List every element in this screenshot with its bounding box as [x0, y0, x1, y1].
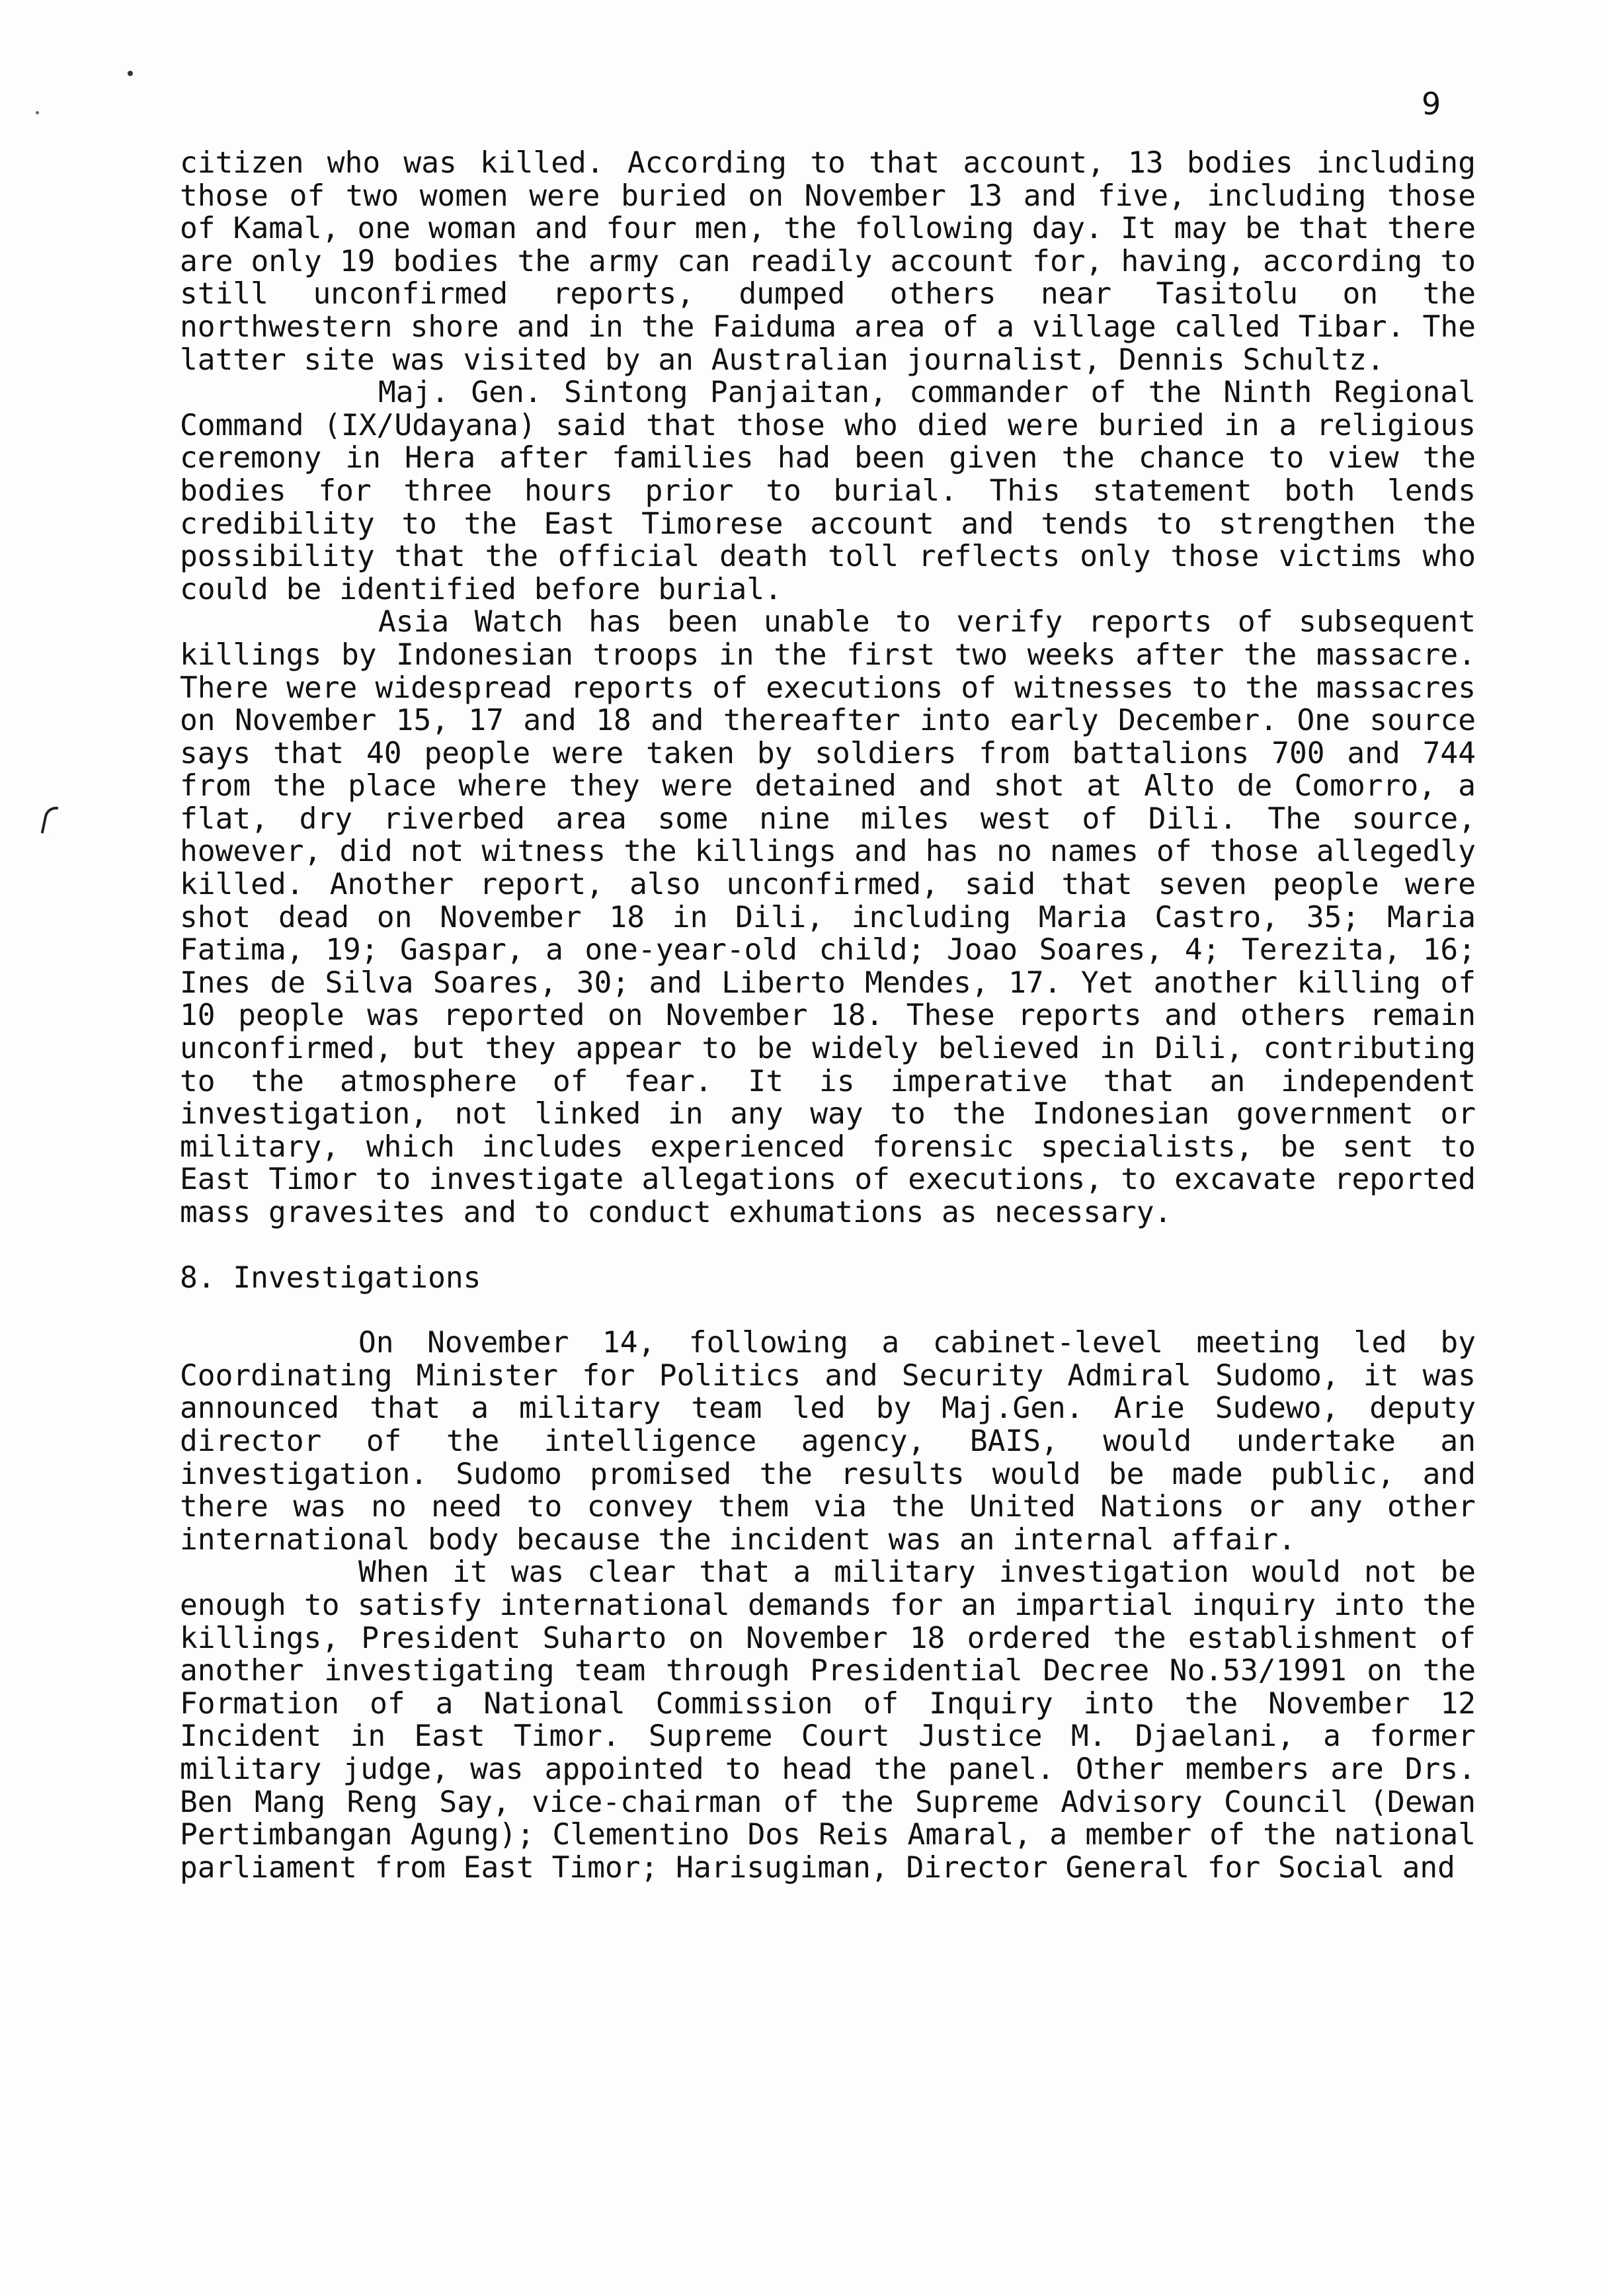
document-body	[180, 147, 1476, 1884]
scan-speck	[128, 71, 133, 76]
paragraph-national-commission: When it was clear that a military investigation would not be enough to satisfy international demands for an impartial inquiry into the killings, President Suharto on November 18 ordered the establishment of another investigating team through Presidential Decree No.53/1991 on the Formation of a National Commission of Inquiry into the November 12 Incident in East Timor. Supreme Court Justice M. Djaelani, a former military judge, was appointed to head the panel. Other members are Drs. Ben Mang Reng Say, vice-chairman of the Supreme Advisory Council (Dewan Pertimbangan Agung); Clementino Dos Reis Amaral, a member of the national parliament from East Timor; Harisugiman, Director General for Social and	[180, 1555, 1476, 1885]
paragraph-continuation: citizen who was killed. According to that account, 13 bodies including those of two women were buried on November 13 and five, including those of Kamal, one woman and four men, the following day. It may be that there are only 19 bodies the army can readily account for, having, according to still unconfirmed reports, dumped others near Tasitolu on the northwestern shore and in the Faiduma area of a village called Tibar. The latter site was visited by an Australian journalist, Dennis Schultz.	[180, 146, 1476, 377]
page-number: 9	[1422, 86, 1441, 122]
paragraph-panjaitan-statement: Maj. Gen. Sintong Panjaitan, commander of the Ninth Regional Command (IX/Udayana) said that those who died were buried in a religious ceremony in Hera after families had been given the chance to view the bodies for three hours prior to burial. This statement both lends credibility to the East Timorese account and tends to strengthen the possibility that the official death toll reflects only those victims who could be identified before burial.	[180, 376, 1476, 606]
paragraph-subsequent-killings: Asia Watch has been unable to verify reports of subsequent killings by Indonesian troops in the first two weeks after the massacre. There were widespread reports of executions of witnesses to the massacres on November 15, 17 and 18 and thereafter into early December. One source says that 40 people were taken by soldiers from battalions 700 and 744 from the place where they were detained and shot at Alto de Comorro, a flat, dry riverbed area some nine miles west of Dili. The source, however, did not witness the killings and has no names of those allegedly killed. Another report, also unconfirmed, said that seven people were shot dead on November 18 in Dili, including Maria Castro, 35; Maria Fatima, 19; Gaspar, a one-year-old child; Joao Soares, 4; Terezita, 16; Ines de Silva Soares, 30; and Liberto Mendes, 17. Yet another killing of 10 people was reported on November 18. These reports and others remain unconfirmed, but they appear to be widely believed in Dili, contributing to the atmosphere of fear. It is imperative that an independent investigation, not linked in any way to the Indonesian government or military, which includes experienced forensic specialists, be sent to East Timor to investigate allegations of executions, to excavate reported mass gravesites and to conduct exhumations as necessary.	[180, 605, 1476, 1229]
section-heading: 8. Investigations	[180, 1260, 481, 1295]
paragraph-military-investigation: On November 14, following a cabinet-level meeting led by Coordinating Minister for Politics and Security Admiral Sudomo, it was announced that a military team led by Maj.Gen. Arie Sudewo, deputy director of the intelligence agency, BAIS, would undertake an investigation. Sudomo promised the results would be made public, and there was no need to convey them via the United Nations or any other international body because the incident was an internal affair.	[180, 1326, 1476, 1557]
margin-mark	[41, 805, 59, 836]
scan-speck	[36, 111, 39, 114]
